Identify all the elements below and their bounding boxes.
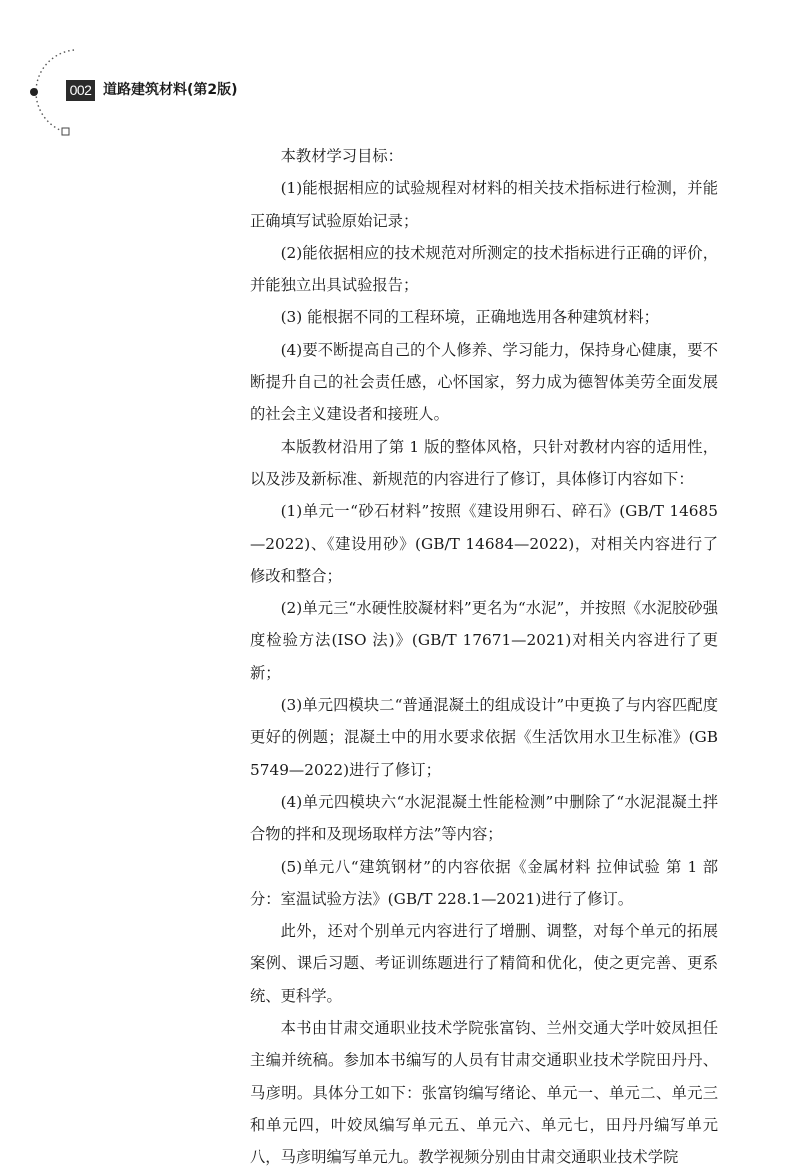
book-title: 道路建筑材料(第2版) [103, 82, 238, 98]
body-text [250, 140, 718, 1174]
paragraph: 本书由甘肃交通职业技术学院张富钧、兰州交通大学叶姣凤担任主编并统稿。参加本书编写的人员有甘肃交通职业技术学院田丹丹、马彦明。具体分工如下：张富钧编写绪论、单元一、单元二、单元三和单元四，叶姣凤编写单元五、单元六、单元七，田丹丹编写单元八，马彦明编写单元九。教学视频分别由甘肃交通职业技术学院 [250, 1019, 718, 1167]
paragraph: (4)单元四模块六“水泥混凝土性能检测”中删除了“水泥混凝土拌合物的拌和及现场取样方法”等内容； [250, 792, 718, 844]
paragraph: (2)能依据相应的技术规范对所测定的技术指标进行正确的评价，并能独立出具试验报告； [250, 243, 718, 295]
paragraph: (1)单元一“砂石材料”按照《建设用卵石、碎石》(GB/T 14685—2022)、《建设用砂》(GB/T 14684—2022)，对相关内容进行了修改和整合； [250, 502, 718, 585]
paragraph: (3)单元四模块二“普通混凝土的组成设计”中更换了与内容匹配度更好的例题；混凝土中的用水要求依据《生活饮用水卫生标准》(GB 5749—2022)进行了修订； [250, 696, 718, 779]
paragraph: 本版教材沿用了第 1 版的整体风格，只针对教材内容的适用性，以及涉及新标准、新规范的内容进行了修订，具体修订内容如下： [250, 437, 718, 488]
page-number: 002 [66, 80, 95, 101]
paragraph: (5)单元八“建筑钢材”的内容依据《金属材料 拉伸试验 第 1 部分：室温试验方法》(GB/T 228.1—2021)进行了修订。 [250, 857, 718, 908]
paragraph: 本教材学习目标： [280, 147, 403, 165]
paragraph: (4)要不断提高自己的个人修养、学习能力，保持身心健康，要不断提升自己的社会责任感，心怀国家，努力成为德智体美劳全面发展的社会主义建设者和接班人。 [250, 340, 718, 424]
paragraph: (2)单元三“水硬性胶凝材料”更名为“水泥”，并按照《水泥胶砂强度检验方法(ISO 法)》(GB/T 17671—2021)对相关内容进行了更新； [250, 599, 718, 682]
paragraph: (1)能根据相应的试验规程对材料的相关技术指标进行检测，并能正确填写试验原始记录； [250, 179, 718, 230]
paragraph: 此外，还对个别单元内容进行了增删、调整，对每个单元的拓展案例、课后习题、考证训练题进行了精简和优化，使之更完善、更系统、更科学。 [250, 922, 718, 1005]
header-decoration [0, 0, 120, 160]
paragraph: (3) 能根据不同的工程环境，正确地选用各种建筑材料； [280, 308, 659, 327]
